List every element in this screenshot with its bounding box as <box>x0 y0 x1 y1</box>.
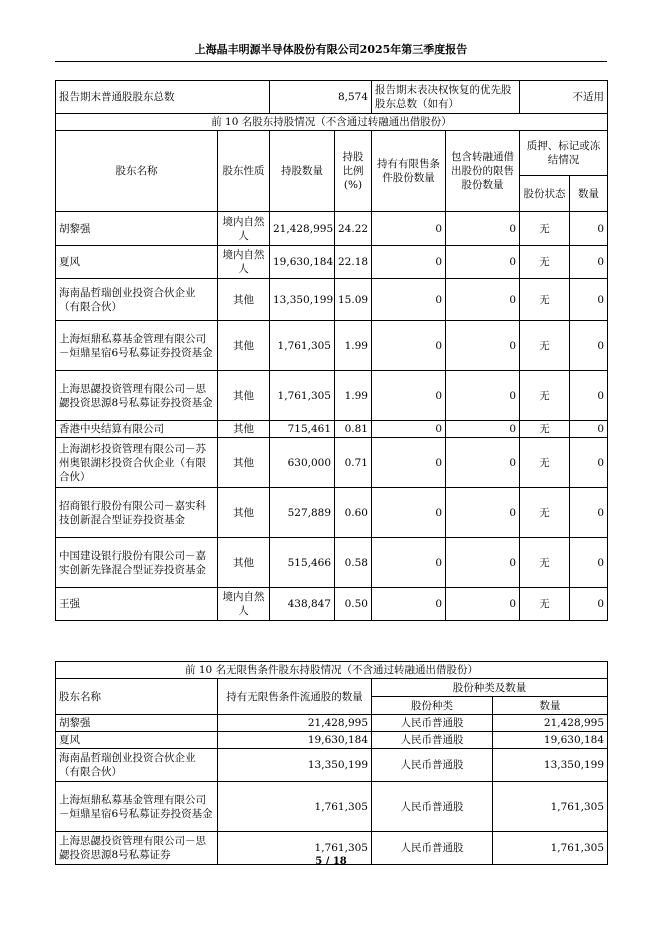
shareholder-nature: 其他 <box>218 488 270 538</box>
restricted-shares: 0 <box>372 488 446 538</box>
holding-ratio: 1.99 <box>335 371 372 421</box>
shareholder-name: 夏风 <box>56 246 218 279</box>
shares-held: 630,000 <box>270 438 335 488</box>
pledge-status: 无 <box>520 438 570 488</box>
share-type: 人民币普通股 <box>372 832 493 865</box>
restricted-shares: 0 <box>372 212 446 246</box>
share-amount: 19,630,184 <box>493 732 608 749</box>
lent-shares: 0 <box>446 279 520 321</box>
share-amount: 1,761,305 <box>493 832 608 865</box>
shareholder-name: 王强 <box>56 588 218 621</box>
preferred-value: 不适用 <box>520 81 608 114</box>
col-header-nature: 股东性质 <box>218 131 270 212</box>
unrestricted-qty: 13,350,199 <box>218 749 372 782</box>
pledge-qty: 0 <box>570 588 608 621</box>
shareholder-nature: 境内自然人 <box>218 246 270 279</box>
u-col-header-name: 股东名称 <box>56 679 218 715</box>
pledge-qty: 0 <box>570 246 608 279</box>
share-amount: 21,428,995 <box>493 715 608 732</box>
share-type: 人民币普通股 <box>372 782 493 832</box>
page-number: 5 / 18 <box>315 856 347 867</box>
table-row <box>56 371 608 421</box>
share-type: 人民币普通股 <box>372 732 493 749</box>
restricted-shares: 0 <box>372 421 446 438</box>
lent-shares: 0 <box>446 371 520 421</box>
shareholder-nature: 其他 <box>218 321 270 371</box>
top10-section-title: 前 10 名股东持股情况（不含通过转融通出借股份） <box>56 114 608 131</box>
table-row <box>56 212 608 246</box>
shareholder-nature: 境内自然人 <box>218 212 270 246</box>
restricted-shares: 0 <box>372 246 446 279</box>
u-col-header-type-group: 股份种类及数量 <box>372 679 608 697</box>
table-row <box>56 588 608 621</box>
pledge-status: 无 <box>520 588 570 621</box>
restricted-shares: 0 <box>372 279 446 321</box>
pledge-qty: 0 <box>570 538 608 588</box>
table-row <box>56 732 608 749</box>
holding-ratio: 22.18 <box>335 246 372 279</box>
restricted-shares: 0 <box>372 371 446 421</box>
share-amount: 1,761,305 <box>493 782 608 832</box>
lent-shares: 0 <box>446 212 520 246</box>
pledge-qty: 0 <box>570 488 608 538</box>
col-header-pledge-qty: 数量 <box>570 176 608 212</box>
pledge-qty: 0 <box>570 438 608 488</box>
holding-ratio: 0.58 <box>335 538 372 588</box>
pledge-qty: 0 <box>570 421 608 438</box>
holding-ratio: 0.50 <box>335 588 372 621</box>
pledge-status: 无 <box>520 371 570 421</box>
shareholder-nature: 其他 <box>218 371 270 421</box>
holding-ratio: 0.71 <box>335 438 372 488</box>
lent-shares: 0 <box>446 538 520 588</box>
shareholder-name: 上海烜鼎私募基金管理有限公司－烜鼎星宿6号私募证券投资基金 <box>56 321 218 371</box>
unrestricted-section-title: 前 10 名无限售条件股东持股情况（不含通过转融通出借股份） <box>56 662 608 679</box>
lent-shares: 0 <box>446 438 520 488</box>
table-row <box>56 538 608 588</box>
holding-ratio: 0.81 <box>335 421 372 438</box>
table-row <box>56 715 608 732</box>
pledge-qty: 0 <box>570 279 608 321</box>
table-row <box>56 321 608 371</box>
shareholder-name: 上海烜鼎私募基金管理有限公司－烜鼎星宿6号私募证券投资基金 <box>56 782 218 832</box>
holding-ratio: 0.60 <box>335 488 372 538</box>
shares-held: 438,847 <box>270 588 335 621</box>
u-col-header-type: 股份种类 <box>372 697 493 715</box>
table-row <box>56 421 608 438</box>
shareholder-nature: 境内自然人 <box>218 588 270 621</box>
page-header-title: 上海晶丰明源半导体股份有限公司2025年第三季度报告 <box>194 43 468 56</box>
total-common-value: 8,574 <box>270 81 372 114</box>
col-header-lent: 包含转融通借出股份的限售股份数量 <box>446 131 520 212</box>
shareholder-name: 招商银行股份有限公司－嘉实科技创新混合型证券投资基金 <box>56 488 218 538</box>
shareholder-name: 胡黎强 <box>56 212 218 246</box>
table-row <box>56 488 608 538</box>
pledge-qty: 0 <box>570 212 608 246</box>
pledge-status: 无 <box>520 421 570 438</box>
u-col-header-qty: 持有无限售条件流通股的数量 <box>218 679 372 715</box>
shares-held: 13,350,199 <box>270 279 335 321</box>
u-col-header-amount: 数量 <box>493 697 608 715</box>
col-header-ratio: 持股比例(%) <box>335 131 372 212</box>
shareholder-name: 海南晶哲瑞创业投资合伙企业（有限合伙） <box>56 749 218 782</box>
pledge-status: 无 <box>520 488 570 538</box>
pledge-status: 无 <box>520 321 570 371</box>
pledge-status: 无 <box>520 538 570 588</box>
shareholders-table <box>55 80 608 621</box>
col-header-pledge: 质押、标记或冻结情况 <box>520 131 608 176</box>
shareholder-name: 上海思勰投资管理有限公司－思勰投资思源8号私募证券投资基金 <box>56 371 218 421</box>
preferred-label: 报告期末表决权恢复的优先股股东总数（如有） <box>372 81 520 114</box>
unrestricted-qty: 1,761,305 <box>218 782 372 832</box>
shareholder-nature: 其他 <box>218 421 270 438</box>
shareholder-name: 中国建设银行股份有限公司－嘉实创新先锋混合型证券投资基金 <box>56 538 218 588</box>
table-row <box>56 782 608 832</box>
header-rule <box>55 61 607 62</box>
shareholder-name: 上海湖杉投资管理有限公司－苏州奥银湖杉投资合伙企业（有限合伙） <box>56 438 218 488</box>
restricted-shares: 0 <box>372 321 446 371</box>
col-header-shares: 持股数量 <box>270 131 335 212</box>
shareholder-nature: 其他 <box>218 279 270 321</box>
col-header-pledge-status: 股份状态 <box>520 176 570 212</box>
col-header-restricted: 持有有限售条件股份数量 <box>372 131 446 212</box>
pledge-status: 无 <box>520 246 570 279</box>
restricted-shares: 0 <box>372 438 446 488</box>
table-row <box>56 438 608 488</box>
pledge-qty: 0 <box>570 321 608 371</box>
table-row <box>56 246 608 279</box>
lent-shares: 0 <box>446 488 520 538</box>
lent-shares: 0 <box>446 421 520 438</box>
shares-held: 1,761,305 <box>270 321 335 371</box>
lent-shares: 0 <box>446 321 520 371</box>
shares-held: 21,428,995 <box>270 212 335 246</box>
shareholder-nature: 其他 <box>218 538 270 588</box>
holding-ratio: 1.99 <box>335 321 372 371</box>
col-header-name: 股东名称 <box>56 131 218 212</box>
unrestricted-qty: 21,428,995 <box>218 715 372 732</box>
shareholder-name: 夏风 <box>56 732 218 749</box>
pledge-status: 无 <box>520 212 570 246</box>
shares-held: 527,889 <box>270 488 335 538</box>
table-row <box>56 279 608 321</box>
shareholder-nature: 其他 <box>218 438 270 488</box>
shares-held: 19,630,184 <box>270 246 335 279</box>
shareholder-name: 上海思勰投资管理有限公司－思勰投资思源8号私募证券 <box>56 832 218 865</box>
shares-held: 715,461 <box>270 421 335 438</box>
shareholder-name: 胡黎强 <box>56 715 218 732</box>
shareholder-name: 海南晶哲瑞创业投资合伙企业（有限合伙） <box>56 279 218 321</box>
unrestricted-qty: 1,761,305 <box>218 832 372 865</box>
holding-ratio: 15.09 <box>335 279 372 321</box>
shares-held: 515,466 <box>270 538 335 588</box>
share-type: 人民币普通股 <box>372 749 493 782</box>
lent-shares: 0 <box>446 246 520 279</box>
total-common-label: 报告期末普通股股东总数 <box>56 81 270 114</box>
holding-ratio: 24.22 <box>335 212 372 246</box>
pledge-status: 无 <box>520 279 570 321</box>
table-row <box>56 749 608 782</box>
restricted-shares: 0 <box>372 588 446 621</box>
pledge-qty: 0 <box>570 371 608 421</box>
lent-shares: 0 <box>446 588 520 621</box>
restricted-shares: 0 <box>372 538 446 588</box>
share-amount: 13,350,199 <box>493 749 608 782</box>
shares-held: 1,761,305 <box>270 371 335 421</box>
shareholder-name: 香港中央结算有限公司 <box>56 421 218 438</box>
share-type: 人民币普通股 <box>372 715 493 732</box>
unrestricted-qty: 19,630,184 <box>218 732 372 749</box>
unrestricted-shareholders-table <box>55 661 608 865</box>
